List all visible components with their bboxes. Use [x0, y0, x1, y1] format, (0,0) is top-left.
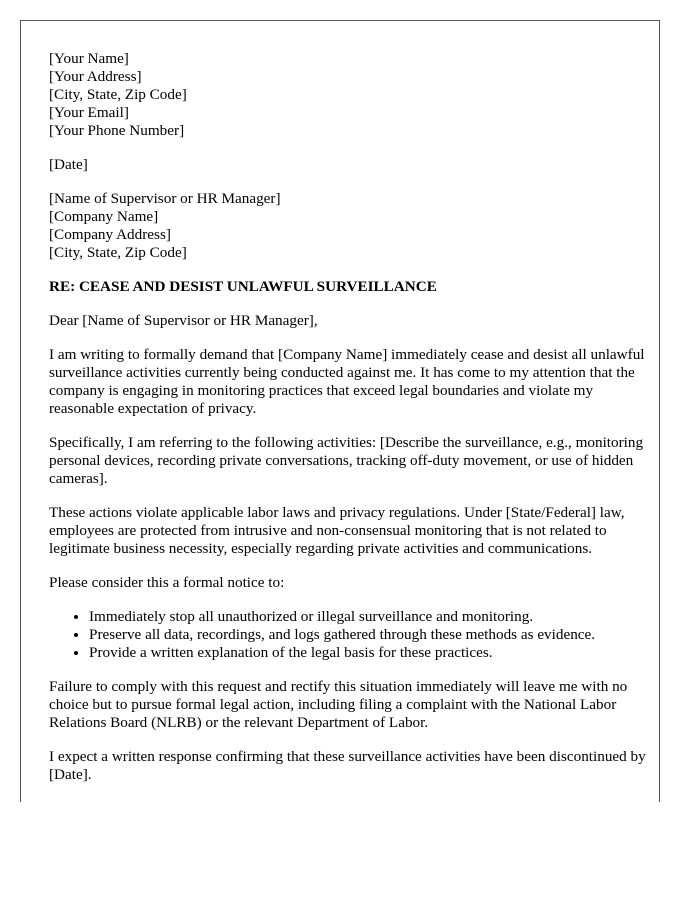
- letter-body: [49, 50, 649, 800]
- recipient-city-state-zip: [City, State, Zip Code]: [49, 244, 187, 261]
- list-item: • Provide a written explanation of the legal basis for these practices.: [89, 644, 649, 662]
- sender-email: [Your Email]: [49, 104, 129, 121]
- sender-address: [Your Address]: [49, 68, 142, 85]
- sender-city-state-zip: [City, State, Zip Code]: [49, 86, 187, 103]
- sender-name: [Your Name]: [49, 50, 129, 67]
- demands-list: [49, 608, 649, 662]
- paragraph-consequences: Failure to comply with this request and rectify this situation immediately will leave me with no choice but to pursue formal legal action, including filing a complaint with the National Labor Relations Board (NLRB) or the relevant Department of Labor.: [49, 678, 628, 731]
- recipient-address: [Company Address]: [49, 226, 171, 243]
- paragraph-activities: Specifically, I am referring to the following activities: [Describe the surveillance, e.g., monitoring personal devices, recording private conversations, tracking off-duty movement, or use of hidden cameras].: [49, 434, 644, 487]
- letter-date: [Date]: [49, 156, 88, 173]
- paragraph-response-request: I expect a written response confirming that these surveillance activities have been discontinued by [Date].: [49, 748, 646, 783]
- recipient-name: [Name of Supervisor or HR Manager]: [49, 190, 281, 207]
- sender-phone: [Your Phone Number]: [49, 122, 185, 139]
- paragraph-legal-basis: These actions violate applicable labor laws and privacy regulations. Under [State/Federal] law, employees are protected from intrusive and non-consensual monitoring that is not related to legitimate business necessity, especially regarding private activities and communications.: [49, 504, 625, 557]
- recipient-block: [49, 190, 649, 262]
- date-block: [49, 156, 649, 174]
- subject-line: RE: CEASE AND DESIST UNLAWFUL SURVEILLANCE: [49, 278, 437, 295]
- letter-page: [20, 20, 660, 802]
- recipient-company: [Company Name]: [49, 208, 159, 225]
- list-item: • Immediately stop all unauthorized or illegal surveillance and monitoring.: [89, 608, 649, 626]
- sender-block: [49, 50, 649, 140]
- salutation: Dear [Name of Supervisor or HR Manager],: [49, 312, 318, 329]
- paragraph-notice-intro: Please consider this a formal notice to:: [49, 574, 285, 591]
- list-item: • Preserve all data, recordings, and logs gathered through these methods as evidence.: [89, 626, 649, 644]
- paragraph-demand: I am writing to formally demand that [Company Name] immediately cease and desist all unlawful surveillance activities currently being conducted against me. It has come to my attention that the company is engaging in monitoring practices that exceed legal boundaries and violate my reasonable expectation of privacy.: [49, 346, 645, 417]
